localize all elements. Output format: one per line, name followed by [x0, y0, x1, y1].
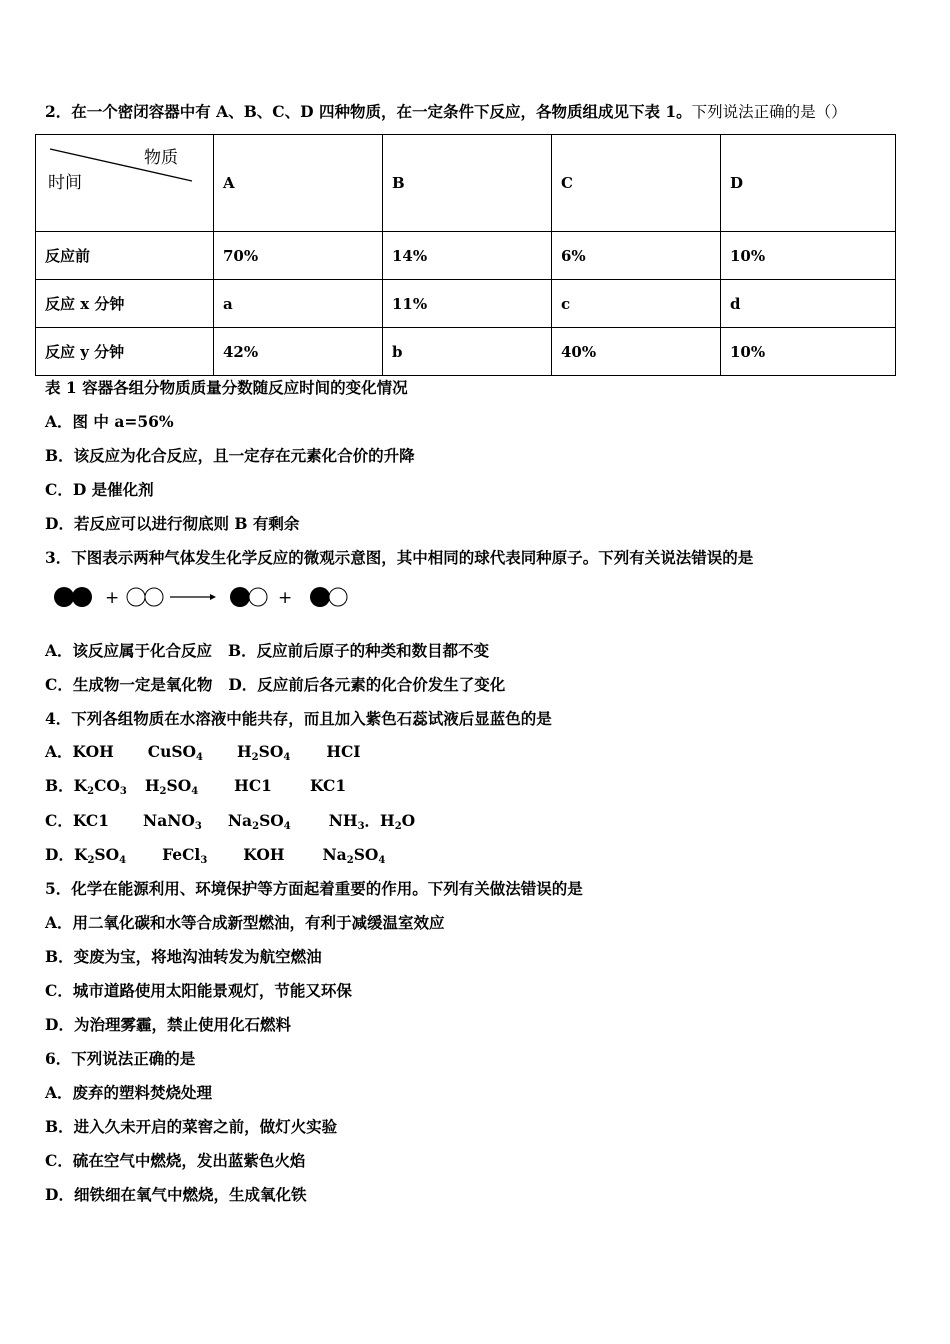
composition-table — [35, 134, 896, 376]
table-cell: d — [721, 280, 896, 328]
table-cell: 10% — [721, 328, 896, 376]
table-row — [36, 232, 896, 280]
q3-option-d: D．反应前后各元素的化合价发生了变化 — [228, 675, 506, 694]
corner-header-time: 时间 — [48, 173, 82, 193]
white-atom — [127, 588, 145, 606]
table-cell: 10% — [721, 232, 896, 280]
black-atom — [230, 587, 250, 607]
table-corner-cell — [36, 135, 214, 232]
black-atom — [72, 587, 92, 607]
white-atom — [145, 588, 163, 606]
table-cell: 14% — [383, 232, 552, 280]
q4-option-d: D．$K_2SO_4$ FeCl$_3$ KOH $Na_2SO_4$ — [45, 845, 386, 866]
q2-stem-bold: 2．在一个密闭容器中有 A、B、C、D 四种物质，在一定条件下反应，各物质组成见下表 1。 — [45, 102, 692, 121]
plus-sign: + — [278, 588, 293, 608]
table-cell: c — [552, 280, 721, 328]
q3-option-b: B．反应前后原子的种类和数目都不变 — [228, 641, 490, 660]
q2-stem-light: 下列说法正确的是（） — [691, 103, 847, 121]
table-cell: b — [383, 328, 552, 376]
q3-stem: 3．下图表示两种气体发生化学反应的微观示意图，其中相同的球代表同种原子。下列有关说法错误的是 — [45, 548, 754, 567]
q6-option-c: C．硫在空气中燃烧，发出蓝紫色火焰 — [45, 1151, 306, 1170]
table-cell: 40% — [552, 328, 721, 376]
q2-option-b: B．该反应为化合反应，且一定存在元素化合价的升降 — [45, 446, 415, 465]
white-atom — [329, 588, 347, 606]
table-cell: a — [214, 280, 383, 328]
q5-option-d: D．为治理雾霾，禁止使用化石燃料 — [45, 1015, 291, 1034]
black-atom — [54, 587, 74, 607]
q3-option-c: C．生成物一定是氧化物 — [45, 675, 213, 694]
q5-option-c: C．城市道路使用太阳能景观灯，节能又环保 — [45, 981, 352, 1000]
q4-option-b: B．$K_2CO_3$ $H_2SO_4$ HC1 KC1 — [45, 776, 347, 797]
q4-stem: 4．下列各组物质在水溶液中能共存，而且加入紫色石蕊试液后显蓝色的是 — [45, 709, 552, 728]
table-cell: 70% — [214, 232, 383, 280]
table-cell: 11% — [383, 280, 552, 328]
q3-options-line2 — [45, 675, 505, 695]
q3-options-line1 — [45, 641, 489, 661]
q6-option-b: B．进入久未开启的菜窖之前，做灯火实验 — [45, 1117, 338, 1136]
plus-sign: + — [105, 588, 120, 608]
table-header-cell: D — [721, 135, 896, 232]
q4-option-c: C．KC1 NaNO$_3$ $Na_2SO_4$ $NH_3$．$H_2O$ — [45, 811, 416, 832]
q6-stem: 6．下列说法正确的是 — [45, 1049, 196, 1068]
q6-option-a: A．废弃的塑料焚烧处理 — [45, 1083, 213, 1102]
white-atom — [249, 588, 267, 606]
q5-stem: 5．化学在能源利用、环境保护等方面起着重要的作用。下列有关做法错误的是 — [45, 879, 583, 898]
q2-option-c: C．D 是催化剂 — [45, 480, 154, 499]
arrow-head-icon — [210, 594, 216, 600]
table-cell: 6% — [552, 232, 721, 280]
table-header-cell: A — [214, 135, 383, 232]
reaction-diagram — [50, 584, 360, 612]
q5-option-b: B．变废为宝，将地沟油转发为航空燃油 — [45, 947, 322, 966]
table-row-label: 反应 x 分钟 — [36, 280, 214, 328]
table-header-cell: C — [552, 135, 721, 232]
q5-option-a: A．用二氧化碳和水等合成新型燃油，有利于减缓温室效应 — [45, 913, 445, 932]
table-row-label: 反应前 — [36, 232, 214, 280]
q2-stem — [45, 102, 847, 122]
table-caption: 表 1 容器各组分物质质量分数随反应时间的变化情况 — [45, 378, 408, 397]
table-row — [36, 280, 896, 328]
q3-option-a: A．该反应属于化合反应 — [45, 641, 213, 660]
q2-option-d: D．若反应可以进行彻底则 B 有剩余 — [45, 514, 300, 533]
q2-option-a: A．图 中 a=56% — [45, 412, 174, 431]
table-row — [36, 328, 896, 376]
q4-option-a: A．KOH CuSO$_4$ $H_2SO_4$ HCI — [45, 742, 361, 763]
corner-header-substance: 物质 — [144, 148, 178, 168]
table-cell: 42% — [214, 328, 383, 376]
table-header-cell: B — [383, 135, 552, 232]
black-atom — [310, 587, 330, 607]
q6-option-d: D．细铁细在氧气中燃烧，生成氧化铁 — [45, 1185, 307, 1204]
table-row-label: 反应 y 分钟 — [36, 328, 214, 376]
